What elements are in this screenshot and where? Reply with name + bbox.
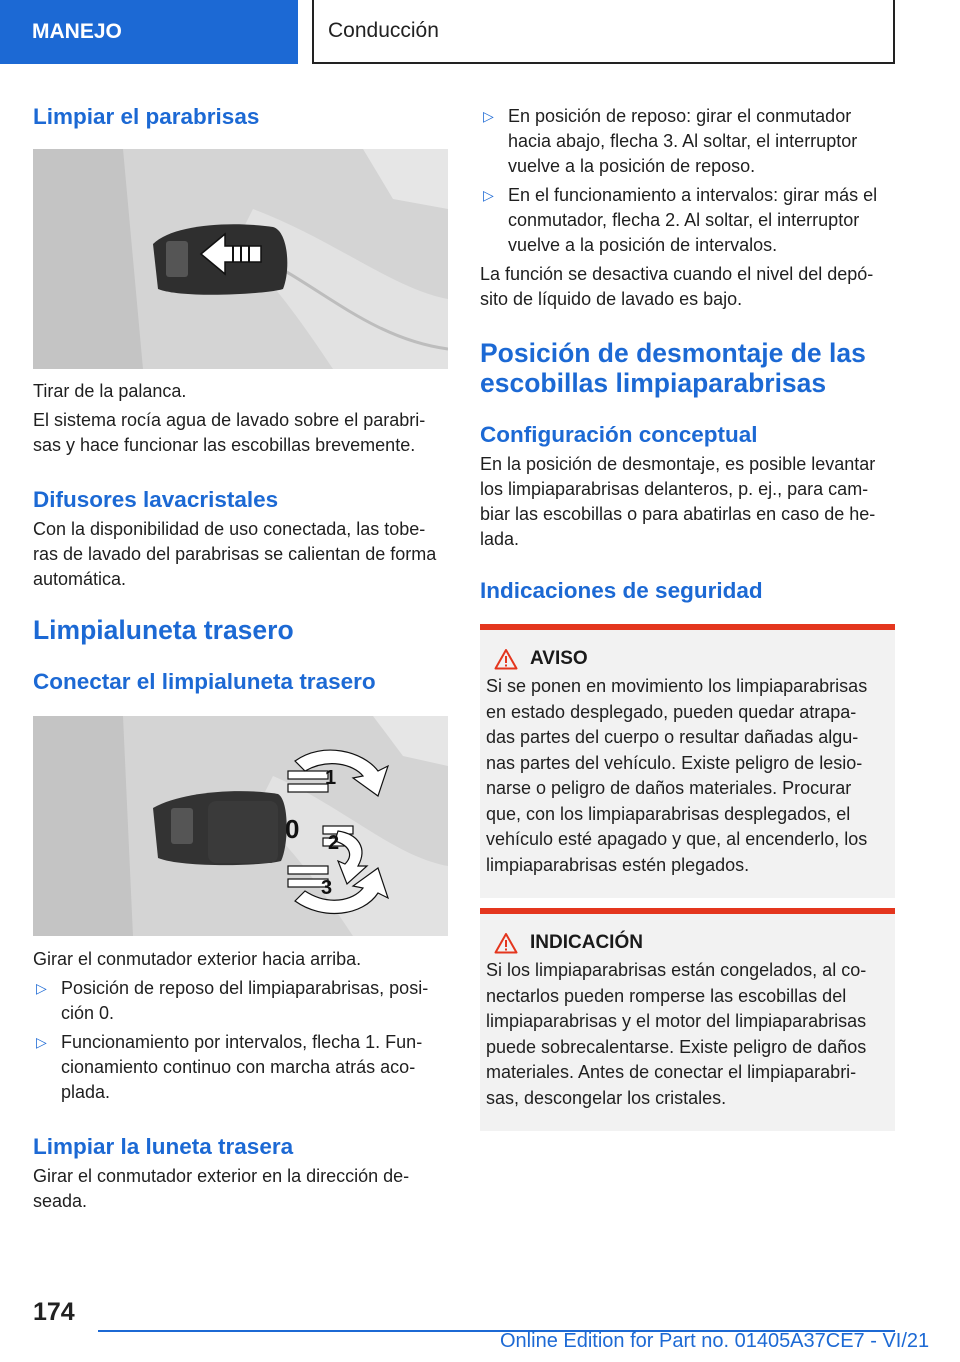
heading-indicaciones: Indicaciones de seguridad bbox=[480, 578, 763, 603]
switch-label-1: 1 bbox=[325, 767, 337, 789]
right-bullet-list bbox=[480, 104, 895, 258]
triangle-right-icon: ▷ bbox=[36, 1034, 47, 1050]
switch-label-3: 3 bbox=[321, 877, 333, 899]
p-tirar: Tirar de la palanca. bbox=[33, 381, 187, 401]
warning-triangle-icon bbox=[494, 932, 518, 954]
section-label: MANEJO bbox=[32, 20, 122, 43]
switch-label-0: 0 bbox=[285, 814, 300, 844]
list-item: ▷ Posición de reposo del limpiaparabrisas, posi‐ ción 0. bbox=[36, 978, 429, 1023]
p-funcion: La función se desactiva cuando el nivel del depó‐ sito de líquido de lavado es bajo. bbox=[480, 264, 874, 309]
list-item: ▷ En posición de reposo: girar el conmutador hacia abajo, flecha 3. Al soltar, el interruptor vuelve a la posición de reposo. bbox=[483, 106, 858, 176]
p-sistema: El sistema rocía agua de lavado sobre el parabri‐ sas y hace funcionar las escobillas brevemente. bbox=[33, 410, 426, 455]
chapter-header bbox=[312, 0, 895, 64]
p-difusores: Con la disponibilidad de uso conectada, las tobe‐ ras de lavado del parabrisas se calientan de forma automática. bbox=[33, 519, 437, 589]
page-number: 174 bbox=[33, 1298, 75, 1326]
chapter-label: Conducción bbox=[328, 19, 439, 42]
heading-limpiar-parabrisas: Limpiar el parabrisas bbox=[33, 104, 260, 129]
warning-text: Si se ponen en movimiento los limpiaparabrisas en estado desplegado, pueden quedar atrapa‐ das partes del cuerpo o resultar dañadas algu‐ nas partes del vehículo. Existe peligro de lesio‐ narse o peligro de daños materiales. Procurar que, con los limpiaparabrisas desplegados, el vehículo esté apagado y que, al encenderlo, los limpiaparabrisas estén plegados. bbox=[486, 676, 868, 875]
triangle-right-icon: ▷ bbox=[36, 980, 47, 996]
list-item: ▷ En el funcionamiento a intervalos: girar más el conmutador, flecha 2. Al soltar, el interruptor vuelve a la posición de intervalos. bbox=[483, 185, 878, 255]
left-bullet-list bbox=[33, 976, 448, 1105]
warning-triangle-icon bbox=[494, 648, 518, 670]
warning-title: INDICACIÓN bbox=[530, 932, 643, 953]
triangle-right-icon: ▷ bbox=[483, 187, 494, 203]
right-column bbox=[480, 96, 895, 1131]
switch-label-2: 2 bbox=[328, 832, 340, 854]
section-tab[interactable] bbox=[0, 0, 298, 64]
list-item: ▷ Funcionamiento por intervalos, flecha 1. Fun‐ cionamiento continuo con marcha atrás aco‐ plada. bbox=[36, 1032, 423, 1102]
left-column bbox=[33, 96, 448, 1214]
heading-limpiar-luneta: Limpiar la luneta trasera bbox=[33, 1134, 294, 1159]
heading-configuracion: Configuración conceptual bbox=[480, 422, 758, 447]
p-configuracion: En la posición de desmontaje, es posible levantar los limpiaparabrisas delanteros, p. ej., para cam‐ biar las escobillas o para abatirlas en caso de he‐ lada. bbox=[480, 454, 876, 549]
warning-title-row bbox=[494, 932, 887, 954]
warning-text: Si los limpiaparabrisas están congelados, al co‐ nectarlos pueden romperse las escobillas del limpiaparabrisas y el motor del limpiaparabrisas puede sobrecalentarse. Existe peligro de daños materiales. Antes de conectar el limpiaparabri‐ sas, descongelar los cristales. bbox=[486, 960, 867, 1108]
heading-difusores: Difusores lavacristales bbox=[33, 487, 279, 512]
heading-posicion-desmontaje: Posición de desmontaje de las escobillas limpiaparabrisas bbox=[480, 338, 866, 398]
warning-box-aviso bbox=[480, 624, 895, 898]
figure-wiper-lever-pull bbox=[33, 149, 448, 369]
triangle-right-icon: ▷ bbox=[483, 108, 494, 124]
warning-title-row bbox=[494, 648, 887, 670]
heading-conectar: Conectar el limpialuneta trasero bbox=[33, 669, 376, 694]
warning-box-indicacion bbox=[480, 908, 895, 1131]
edition-link[interactable]: Online Edition for Part no. 01405A37CE7 - VI/21 bbox=[500, 1330, 930, 1352]
p-girar: Girar el conmutador exterior hacia arriba. bbox=[33, 949, 362, 969]
warning-title: AVISO bbox=[530, 648, 588, 669]
figure-rear-wiper-switch bbox=[33, 716, 448, 936]
heading-limpialuneta: Limpialuneta trasero bbox=[33, 615, 294, 645]
p-luneta: Girar el conmutador exterior en la dirección de‐ seada. bbox=[33, 1166, 410, 1211]
